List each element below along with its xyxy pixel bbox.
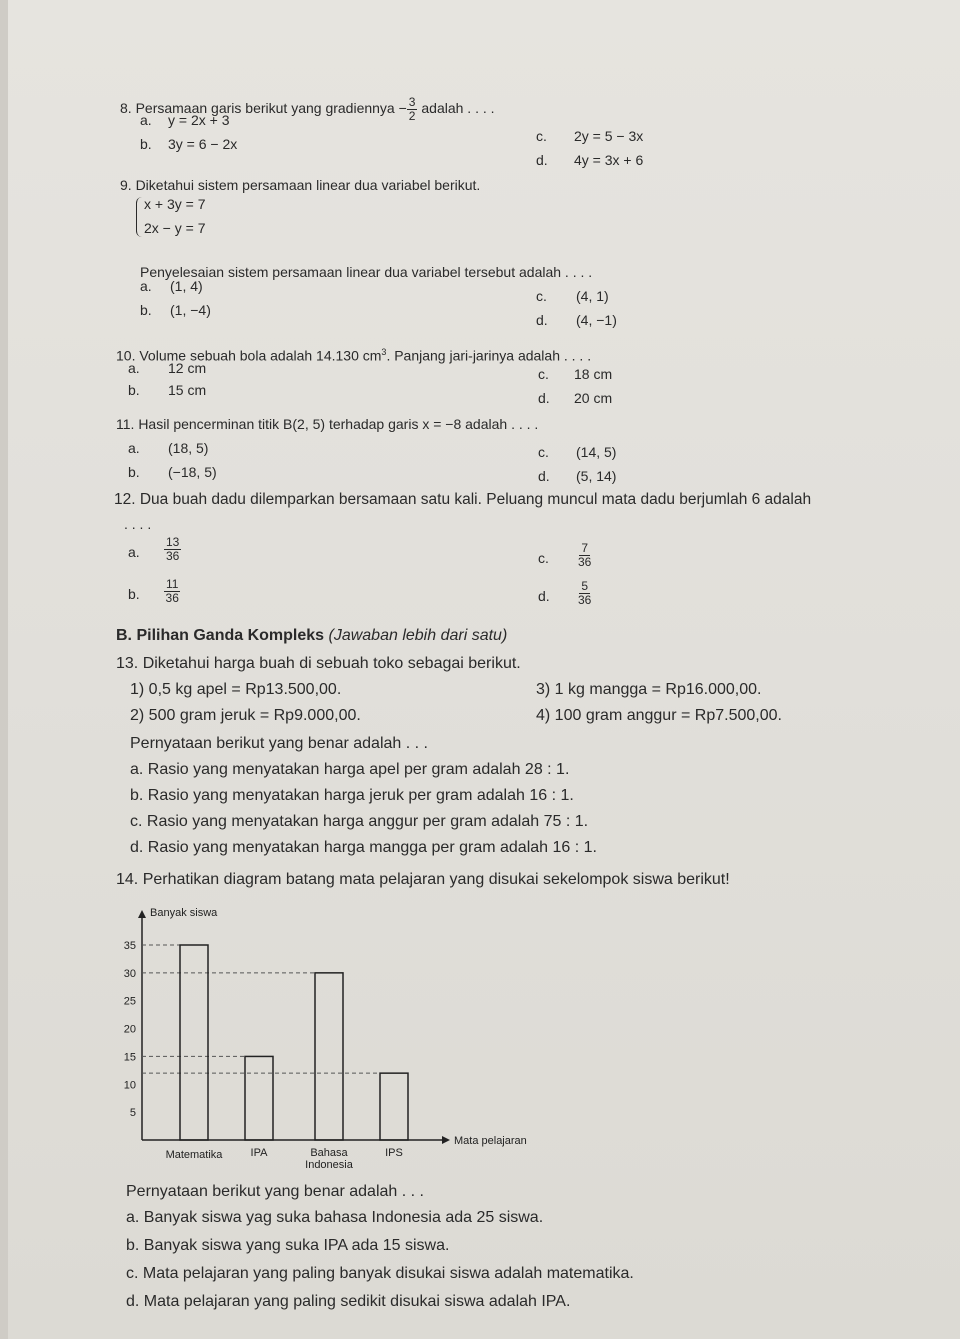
q11-option-c: (14, 5) xyxy=(576,444,617,460)
q9-option-d-label: d. xyxy=(536,312,548,328)
y-tick-label: 5 xyxy=(129,1107,136,1120)
bar xyxy=(245,1056,273,1140)
category-label: Matematika xyxy=(165,1149,223,1161)
category-label: Indonesia xyxy=(305,1159,353,1171)
q9-option-d: (4, −1) xyxy=(576,312,617,328)
y-tick-label: 30 xyxy=(123,967,136,980)
q8-option-b-label: b. xyxy=(140,136,152,152)
q9-option-c-label: c. xyxy=(536,288,547,304)
q10-option-c: 18 cm xyxy=(574,366,613,382)
category-label: IPS xyxy=(385,1147,403,1159)
q12-option-c-label: c. xyxy=(538,550,549,566)
q11-option-d: (5, 14) xyxy=(576,468,617,484)
q13-price-2: 2) 500 gram jeruk = Rp9.000,00. xyxy=(130,707,361,724)
q14-stem: 14. Perhatikan diagram batang mata pelajaran yang disukai sekelompok siswa berikut! xyxy=(116,871,730,888)
q14-option-c: c. Mata pelajaran yang paling banyak disukai siswa adalah matematika. xyxy=(126,1265,634,1282)
q8-option-b: 3y = 6 − 2x xyxy=(168,136,238,152)
y-tick-label: 25 xyxy=(123,995,136,1008)
q10-option-a-label: a. xyxy=(128,360,140,376)
q9-system-brace xyxy=(136,197,142,237)
q10-option-d-label: d. xyxy=(538,390,550,406)
y-axis-arrow-icon xyxy=(138,910,146,918)
x-axis-title: Mata pelajaran xyxy=(454,1135,527,1147)
q8-option-d-label: d. xyxy=(536,152,548,168)
q11-option-a: (18, 5) xyxy=(168,440,209,456)
bar xyxy=(380,1073,408,1140)
q12-option-a: $\frac{13}{36}$ xyxy=(166,535,180,563)
q13-question: Pernyataan berikut yang benar adalah . . . xyxy=(130,735,428,752)
q12-stem: 12. Dua buah dadu dilemparkan bersamaan satu kali. Peluang muncul mata dadu berjumlah 6 adalah xyxy=(114,491,812,508)
bar xyxy=(315,973,343,1140)
y-axis-title: Banyak siswa xyxy=(150,907,218,919)
q8-option-a: y = 2x + 3 xyxy=(168,112,230,128)
q9-option-a-label: a. xyxy=(140,278,152,294)
q9-option-a: (1, 4) xyxy=(170,278,203,294)
y-tick-label: 35 xyxy=(123,940,136,952)
q10-option-d: 20 cm xyxy=(574,390,613,406)
q9-equation-1: x + 3y = 7 xyxy=(144,196,206,212)
q13-price-3: 3) 1 kg mangga = Rp16.000,00. xyxy=(536,681,762,698)
q9-question: Penyelesaian sistem persamaan linear dua variabel tersebut adalah . . . . xyxy=(140,264,593,280)
q8-option-d: 4y = 3x + 6 xyxy=(574,152,644,168)
q13-option-d: d. Rasio yang menyatakan harga mangga per gram adalah 16 : 1. xyxy=(130,839,597,856)
y-tick-label: 20 xyxy=(123,1023,136,1036)
q8-option-c: 2y = 5 − 3x xyxy=(574,128,644,144)
bar xyxy=(180,945,208,1140)
q8-stem: 8. Persamaan garis berikut yang gradiennya − $\frac{3}{2}$ adalah . . . . xyxy=(120,95,495,123)
q12-option-d-label: d. xyxy=(538,588,550,604)
q14-option-a: a. Banyak siswa yag suka bahasa Indonesia ada 25 siswa. xyxy=(126,1209,544,1226)
category-label: Bahasa xyxy=(310,1147,348,1159)
section-b-heading: B. Pilihan Ganda Kompleks (Jawaban lebih dari satu) xyxy=(116,627,508,644)
q11-option-d-label: d. xyxy=(538,468,550,484)
q13-price-1: 1) 0,5 kg apel = Rp13.500,00. xyxy=(130,681,342,698)
q8-option-a-label: a. xyxy=(140,112,152,128)
q13-option-c: c. Rasio yang menyatakan harga anggur per gram adalah 75 : 1. xyxy=(130,813,589,830)
q13-option-b: b. Rasio yang menyatakan harga jeruk per gram adalah 16 : 1. xyxy=(130,787,574,804)
q10-option-c-label: c. xyxy=(538,366,549,382)
q13-price-4: 4) 100 gram anggur = Rp7.500,00. xyxy=(536,707,782,724)
q11-option-a-label: a. xyxy=(128,440,140,456)
subject-bar-chart xyxy=(100,895,580,1180)
category-label: IPA xyxy=(250,1147,268,1159)
q9-option-c: (4, 1) xyxy=(576,288,609,304)
q9-option-b: (1, −4) xyxy=(170,302,211,318)
q12-option-c: $\frac{7}{36}$ xyxy=(578,541,592,569)
q13-option-a: a. Rasio yang menyatakan harga apel per gram adalah 28 : 1. xyxy=(130,761,570,778)
q9-stem: 9. Diketahui sistem persamaan linear dua variabel berikut. xyxy=(120,177,481,193)
q12-option-b: $\frac{11}{36}$ xyxy=(165,577,179,605)
q11-option-c-label: c. xyxy=(538,444,549,460)
q10-option-b: 15 cm xyxy=(168,382,207,398)
q14-option-d: d. Mata pelajaran yang paling sedikit disukai siswa adalah IPA. xyxy=(126,1293,571,1310)
q11-option-b: (−18, 5) xyxy=(168,464,217,480)
q14-option-b: b. Banyak siswa yang suka IPA ada 15 siswa. xyxy=(126,1237,450,1254)
q8-gradient-fraction: $\frac{3}{2}$ xyxy=(408,95,416,123)
q11-option-b-label: b. xyxy=(128,464,140,480)
q11-stem: 11. Hasil pencerminan titik B(2, 5) terhadap garis x = −8 adalah . . . . xyxy=(116,416,539,432)
q10-option-a: 12 cm xyxy=(168,360,207,376)
q12-option-a-label: a. xyxy=(128,544,140,560)
q9-equation-2: 2x − y = 7 xyxy=(144,220,206,236)
q8-option-c-label: c. xyxy=(536,128,547,144)
y-tick-label: 15 xyxy=(123,1051,136,1064)
q10-stem: 10. Volume sebuah bola adalah 14.130 $cm^3$. Panjang jari-jarinya adalah . . . . xyxy=(116,347,592,364)
q13-stem: 13. Diketahui harga buah di sebuah toko sebagai berikut. xyxy=(116,655,521,672)
q12-stem-dots: . . . . xyxy=(124,516,152,532)
q14-question: Pernyataan berikut yang benar adalah . . . xyxy=(126,1183,424,1200)
q12-option-d: $\frac{5}{36}$ xyxy=(578,579,592,607)
x-axis-arrow-icon xyxy=(442,1136,450,1144)
y-tick-label: 10 xyxy=(123,1079,136,1092)
q12-option-b-label: b. xyxy=(128,586,140,602)
q10-option-b-label: b. xyxy=(128,382,140,398)
q9-option-b-label: b. xyxy=(140,302,152,318)
